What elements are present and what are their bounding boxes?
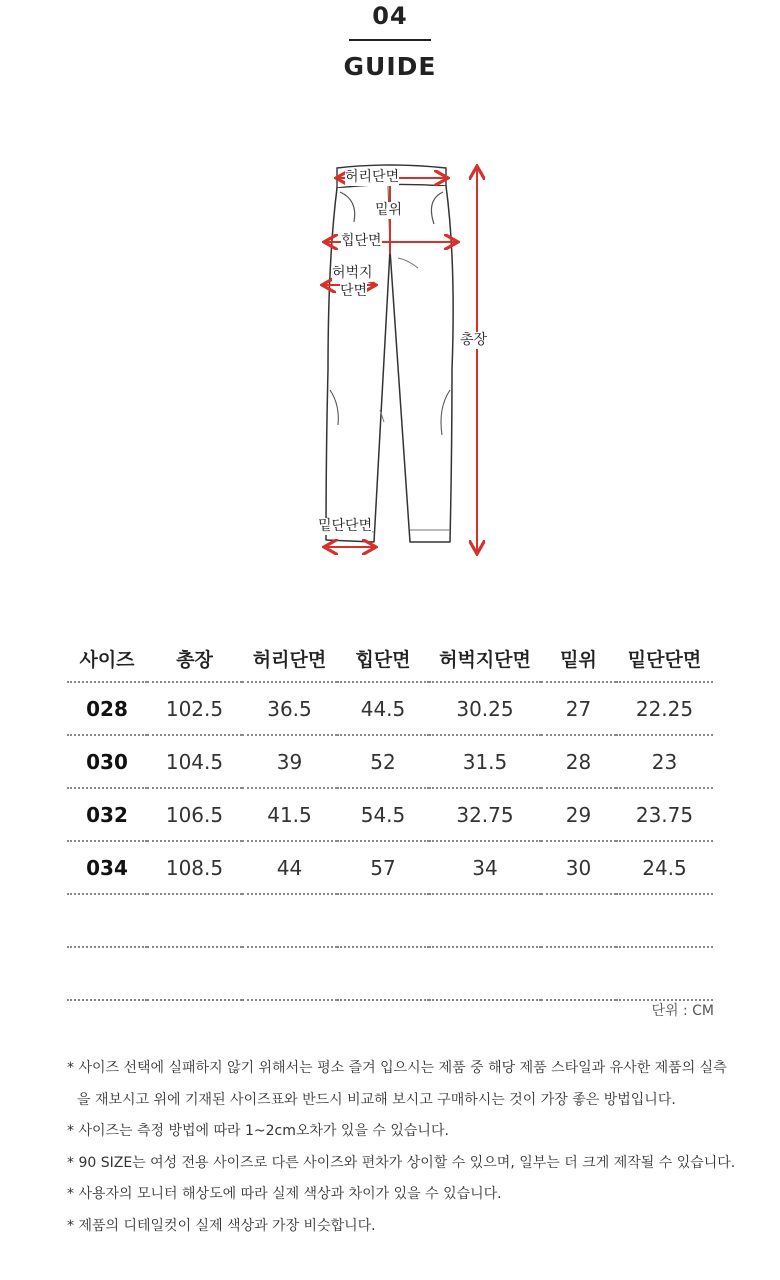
table-row-empty — [67, 894, 713, 947]
label-length: 총장 — [460, 332, 488, 348]
cell-length: 108.5 — [147, 841, 242, 894]
cell-size: 028 — [67, 682, 147, 735]
cell-rise: 29 — [541, 788, 616, 841]
label-hip: 힙단면 — [341, 233, 382, 249]
cell-waist: 39 — [242, 735, 337, 788]
label-waist: 허리단면 — [345, 169, 400, 185]
cell-length: 106.5 — [147, 788, 242, 841]
unit-label: 단위 : CM — [651, 1003, 714, 1019]
table-row — [67, 682, 713, 735]
cell-thigh: 34 — [429, 841, 541, 894]
table-row — [67, 735, 713, 788]
empty-cell — [67, 947, 713, 1000]
cell-size: 030 — [67, 735, 147, 788]
cell-hip: 44.5 — [337, 682, 429, 735]
table-row — [67, 788, 713, 841]
cell-thigh: 32.75 — [429, 788, 541, 841]
header-hem: 밑단단면 — [616, 635, 713, 682]
cell-size: 032 — [67, 788, 147, 841]
cell-size: 034 — [67, 841, 147, 894]
header-size: 사이즈 — [67, 635, 147, 682]
cell-waist: 44 — [242, 841, 337, 894]
header-length: 총장 — [147, 635, 242, 682]
cell-length: 102.5 — [147, 682, 242, 735]
empty-cell — [67, 894, 713, 947]
size-table — [67, 635, 713, 1001]
cell-hip: 54.5 — [337, 788, 429, 841]
pants-measurement-diagram — [300, 150, 520, 570]
note-item: * 사이즈는 측정 방법에 따라 1~2cm오차가 있을 수 있습니다. — [67, 1123, 449, 1139]
table-row — [67, 841, 713, 894]
cell-thigh: 31.5 — [429, 735, 541, 788]
note-item: * 사이즈 선택에 실패하지 않기 위해서는 평소 즐겨 입으시는 제품 중 해당 제품 스타일과 유사한 제품의 실측 — [67, 1060, 727, 1076]
header-thigh: 허벅지단면 — [429, 635, 541, 682]
cell-waist: 36.5 — [242, 682, 337, 735]
note-item: * 사용자의 모니터 해상도에 따라 실제 색상과 차이가 있을 수 있습니다. — [67, 1186, 502, 1202]
note-item: * 제품의 디테일컷이 실제 색상과 가장 비슷합니다. — [67, 1217, 376, 1234]
size-notes — [67, 1053, 767, 1242]
header-rise: 밑위 — [541, 635, 616, 682]
section-number: 04 — [372, 2, 408, 30]
label-rise: 밑위 — [375, 202, 403, 218]
label-thigh-line1: 허벅지 — [332, 265, 373, 281]
header-waist: 허리단면 — [242, 635, 337, 682]
table-row-empty — [67, 947, 713, 1000]
cell-hem: 23.75 — [616, 788, 713, 841]
cell-length: 104.5 — [147, 735, 242, 788]
header-hip: 힙단면 — [337, 635, 429, 682]
note-item: * 90 SIZE는 여성 전용 사이즈로 다른 사이즈와 편차가 상이할 수 있으며, 일부는 더 크게 제작될 수 있습니다. — [67, 1154, 736, 1171]
cell-waist: 41.5 — [242, 788, 337, 841]
cell-hip: 52 — [337, 735, 429, 788]
cell-rise: 27 — [541, 682, 616, 735]
pants-illustration — [300, 150, 520, 570]
note-item-continued: 을 재보시고 위에 기재된 사이즈표와 반드시 비교해 보시고 구매하시는 것이 가장 좋은 방법입니다. — [77, 1091, 676, 1108]
size-table-header — [67, 635, 713, 682]
cell-hem: 22.25 — [616, 682, 713, 735]
cell-rise: 30 — [541, 841, 616, 894]
cell-hem: 23 — [616, 735, 713, 788]
label-hem: 밑단단면 — [318, 518, 373, 534]
cell-hip: 57 — [337, 841, 429, 894]
label-thigh-line2: 단면 — [340, 283, 368, 299]
section-title: GUIDE — [343, 52, 437, 81]
cell-hem: 24.5 — [616, 841, 713, 894]
cell-rise: 28 — [541, 735, 616, 788]
section-divider — [349, 39, 431, 41]
cell-thigh: 30.25 — [429, 682, 541, 735]
